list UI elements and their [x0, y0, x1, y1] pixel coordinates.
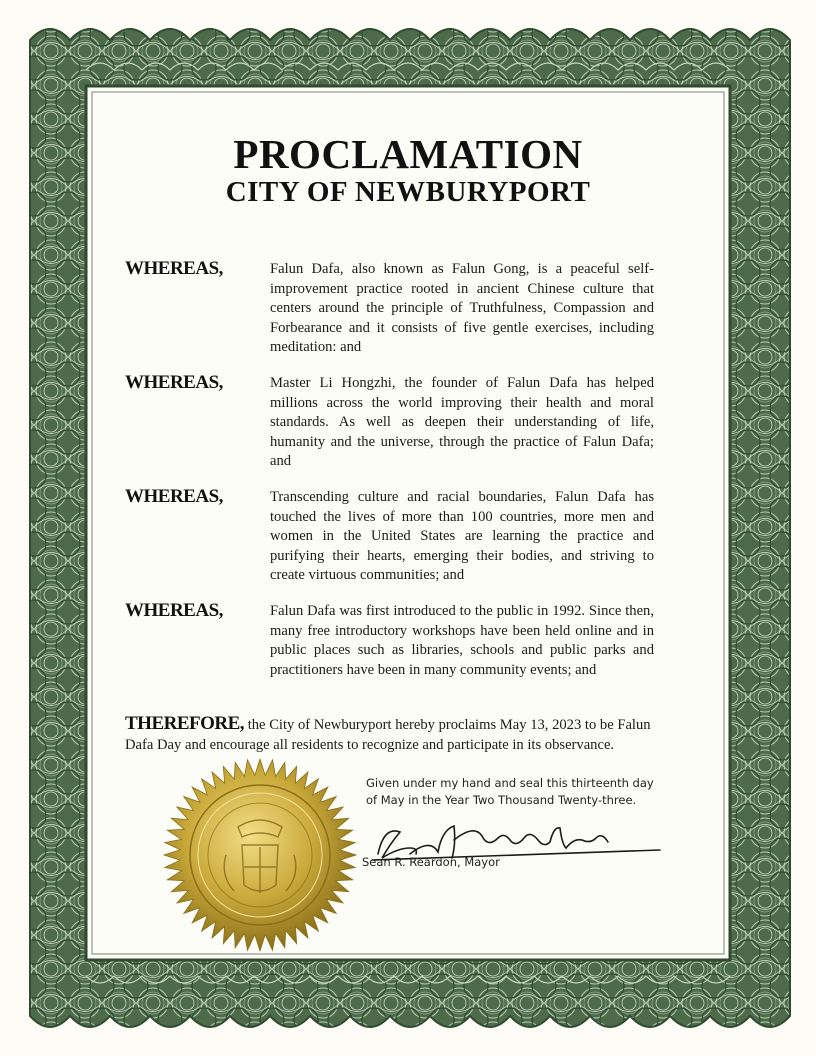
- mayor-name: Sean R. Reardon, Mayor: [362, 855, 500, 869]
- attestation-line-2: of May in the Year Two Thousand Twenty-three.: [366, 793, 637, 807]
- proclamation-title: PROCLAMATION: [233, 131, 583, 177]
- whereas-text-3: Transcending culture and racial boundaries, Falun Dafa has touched the lives of more than 100 countries, more men and women in the United States are learning the practice and purifying their hearts, emerging their bodies, and striving to create virtuous communities; and: [270, 489, 654, 583]
- whereas-label-3: WHEREAS,: [125, 486, 223, 507]
- whereas-label-2: WHEREAS,: [125, 372, 223, 393]
- therefore-label: THEREFORE,: [125, 713, 245, 734]
- therefore-clause: [125, 714, 659, 755]
- therefore-text: the City of Newburyport hereby proclaims May 13, 2023 to be Falun Dafa Day and encourage all residents to recognize and participate in its observance.: [125, 717, 651, 753]
- whereas-label-4: WHEREAS,: [125, 600, 223, 621]
- whereas-text-2: Master Li Hongzhi, the founder of Falun Dafa has helped millions across the world improving their health and moral standards. As well as deepen their understanding of life, humanity and the universe, through the practice of Falun Dafa; and: [270, 375, 654, 469]
- attestation-text: [366, 775, 666, 809]
- whereas-text-4: Falun Dafa was first introduced to the public in 1992. Since then, many free introductory workshops have been held online and in public places such as libraries, schools and public parks and practitioners have been in many community events; and: [270, 603, 654, 678]
- attestation-line-1: Given under my hand and seal this thirteenth day: [366, 776, 654, 790]
- city-seal: [160, 755, 360, 955]
- city-name: CITY OF NEWBURYPORT: [225, 176, 591, 208]
- whereas-label-1: WHEREAS,: [125, 258, 223, 279]
- whereas-text-1: Falun Dafa, also known as Falun Gong, is a peaceful self-improvement practice rooted in ancient Chinese culture that centers around the principle of Truthfulness, Compassion and Forbearance and it consists of five gentle exercises, including meditation: and: [270, 261, 654, 355]
